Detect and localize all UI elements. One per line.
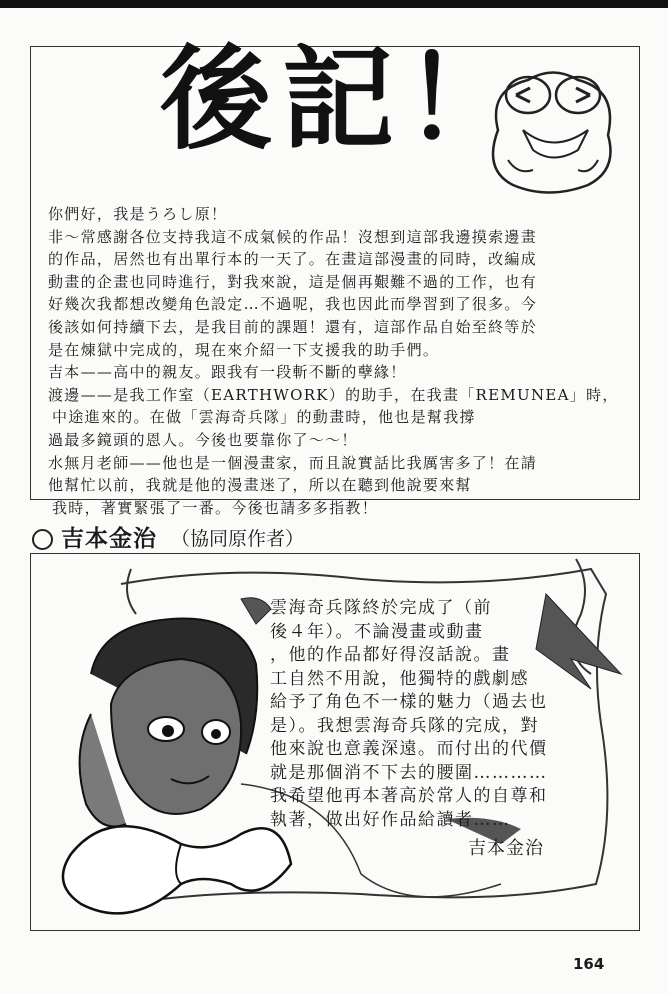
message-line: 後４年）。不論漫畫或動畫 — [270, 621, 484, 642]
message-line: 執著，做出好作品給讀者…… — [270, 809, 511, 830]
text-line: 過最多鏡頭的恩人。今後也要靠你了～～！ — [48, 430, 358, 449]
afterword-text — [48, 203, 638, 519]
page-title: 後記！ — [160, 34, 526, 165]
message-line: 就是那個消不下去的腰圍………… — [270, 762, 548, 783]
message-line: 我希望他再本著高於常人的自尊和 — [270, 786, 548, 806]
text-line: 後該如何持續下去，是我目前的課題！還有，這部作品自始至終等於 — [48, 317, 538, 336]
page-number: 164 — [573, 955, 605, 973]
message-text — [270, 597, 548, 832]
text-line: 我時，著實緊張了一番。今後也請多多指教！ — [52, 498, 379, 517]
circle-bullet-icon — [32, 529, 53, 550]
signature: 吉本金治 — [468, 838, 544, 859]
message-line: 工自然不用說，他獨特的戲劇感 — [270, 668, 529, 689]
text-line: 吉本——高中的親友。跟我有一段斬不斷的孽緣！ — [48, 363, 407, 382]
text-line: 非～常感謝各位支持我這不成氣候的作品！沒想到這部我邊摸索邊畫 — [48, 227, 538, 246]
text-line: 中途進來的。在做「雲海奇兵隊」的動畫時，他也是幫我撐 — [52, 408, 476, 427]
message-line: 他來說也意義深遠。而付出的代價 — [270, 739, 548, 759]
section-role: （協同原作者） — [171, 528, 305, 550]
message-line: 雲海奇兵隊終於完成了（前 — [270, 598, 492, 618]
text-line: 水無月老師——他也是一個漫畫家，而且說實話比我厲害多了！在請 — [48, 453, 538, 472]
text-line: 渡邊——是我工作室（EARTHWORK）的助手，在我畫「REMUNEA」時， — [48, 385, 619, 404]
top-scan-edge — [0, 0, 668, 8]
section-name: 吉本金治 — [61, 526, 157, 552]
message-line: 給予了角色不一樣的魅力（過去也 — [270, 692, 548, 712]
message-line: 是）。我想雲海奇兵隊的完成，對 — [270, 715, 539, 736]
text-line: 他幫忙以前，我就是他的漫畫迷了，所以在聽到他說要來幫 — [48, 476, 472, 495]
text-line: 的作品，居然也有出單行本的一天了。在畫這部漫畫的同時，改編成 — [48, 250, 538, 269]
frog-mascot-illustration — [478, 60, 628, 200]
text-line: 動畫的企畫也同時進行，對我來說，這是個再艱難不過的工作，也有 — [48, 272, 538, 291]
section-heading — [32, 526, 304, 553]
text-line: 是在煉獄中完成的，現在來介紹一下支援我的助手們。 — [48, 340, 440, 359]
text-line: 好幾次我都想改變角色設定…不過呢，我也因此而學習到了很多。今 — [48, 295, 538, 314]
message-line: ，他的作品都好得沒話說。畫 — [270, 645, 511, 665]
text-line: 你們好，我是うろし原！ — [48, 205, 228, 223]
